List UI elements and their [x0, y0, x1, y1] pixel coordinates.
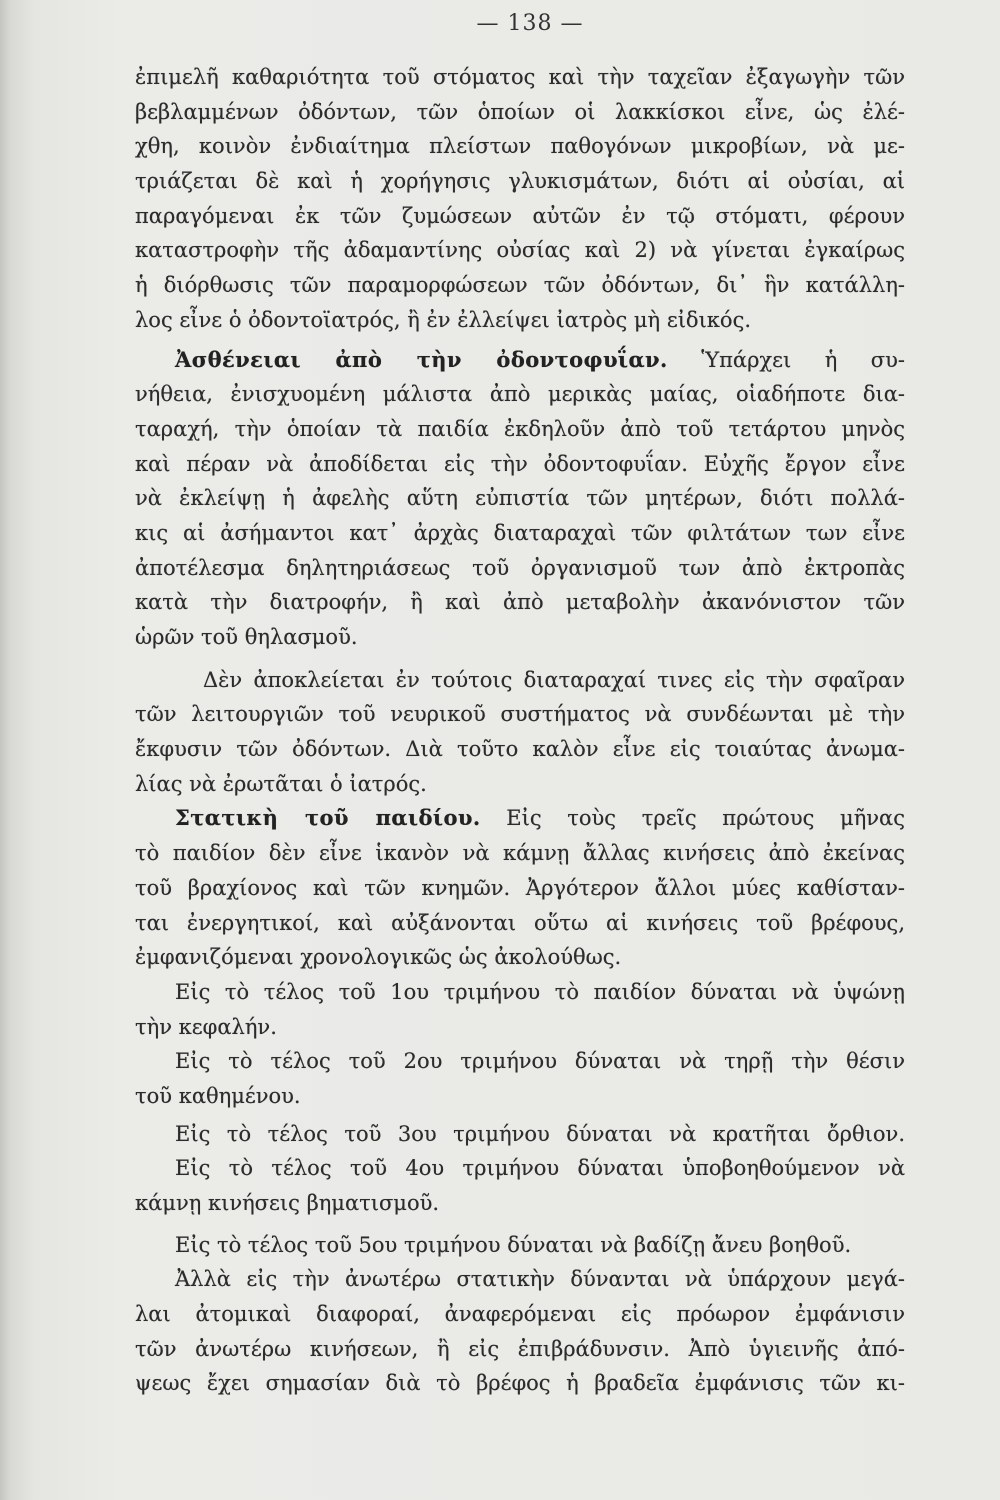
text-line: ἡ διόρθωσις τῶν παραμορφώσεων τῶν ὀδόντων, δι᾽ ἣν κατάλλη-: [135, 273, 905, 298]
text-line: λαι ἀτομικαὶ διαφοραί, ἀναφερόμεναι εἰς πρόωρον ἐμφάνισιν: [135, 1302, 905, 1327]
text-line: λίας νὰ ἐρωτᾶται ὁ ἰατρός.: [135, 771, 427, 796]
text-line: [135, 801, 905, 836]
text-line: καταστροφὴν τῆς ἀδαμαντίνης οὐσίας καὶ 2) νὰ γίνεται ἐγκαίρως: [135, 238, 905, 263]
text-line: [135, 343, 905, 378]
text-line: Δὲν ἀποκλείεται ἐν τούτοις διαταραχαί τινες εἰς τὴν σφαῖραν: [203, 667, 905, 692]
page-number: — 138 —: [476, 11, 584, 36]
text-line: ὡρῶν τοῦ θηλασμοῦ.: [135, 625, 358, 649]
text-line: νὰ ἐκλείψῃ ἡ ἀφελὴς αὕτη εὐπιστία τῶν μητέρων, διότι πολλά-: [135, 486, 905, 511]
text-line: Εἰς τὸ τέλος τοῦ 3ου τριμήνου δύναται νὰ κρατῆται ὄρθιον.: [175, 1121, 905, 1146]
text-line: κις αἱ ἀσήμαντοι κατ᾽ ἀρχὰς διαταραχαὶ τῶν φιλτάτων των εἶνε: [135, 520, 905, 545]
text-line: ἔκφυσιν τῶν ὀδόντων. Διὰ τοῦτο καλὸν εἶνε εἰς τοιαύτας ἀνωμα-: [135, 737, 905, 762]
text-line: Εἰς τὸ τέλος τοῦ 2ου τριμήνου δύναται νὰ τηρῇ τὴν θέσιν: [175, 1049, 905, 1074]
text-line: Ἀλλὰ εἰς τὴν ἀνωτέρω στατικὴν δύνανται νὰ ὑπάρχουν μεγά-: [175, 1267, 905, 1292]
section-heading: Στατικὴ τοῦ παιδίου.: [175, 805, 481, 831]
text-line: ταραχή, τὴν ὁποίαν τὰ παιδία ἐκδηλοῦν ἀπὸ τοῦ τετάρτου μηνὸς: [135, 416, 905, 441]
text-line: κατὰ τὴν διατροφήν, ἢ καὶ ἀπὸ μεταβολὴν ἀκανόνιστον τῶν: [135, 590, 905, 615]
text-line: ται ἐνεργητικοί, καὶ αὐξάνονται οὕτω αἱ κινήσεις τοῦ βρέφους,: [135, 910, 905, 935]
text-line: Εἰς τὸ τέλος τοῦ 4ου τριμήνου δύναται ὑποβοηθούμενον νὰ: [175, 1156, 905, 1181]
text-line: Εἰς τὸ τέλος τοῦ 5ου τριμήνου δύναται νὰ βαδίζῃ ἄνευ βοηθοῦ.: [175, 1232, 852, 1257]
text-line: ἀποτέλεσμα δηλητηριάσεως τοῦ ὀργανισμοῦ των ἀπὸ ἐκτροπὰς: [135, 555, 905, 580]
text-line: τῶν ἀνωτέρω κινήσεων, ἢ εἰς ἐπιβράδυνσιν. Ἀπὸ ὑγιεινῆς ἀπό-: [135, 1336, 905, 1361]
section-heading: Ἀσθένειαι ἀπὸ τὴν ὀδοντοφυΐαν.: [175, 346, 668, 372]
text-line: ἐμφανιζόμεναι χρονολογικῶς ὡς ἀκολούθως.: [135, 945, 622, 970]
body-text: [135, 60, 905, 1401]
text-line: λος εἶνε ὁ ὀδοντοϊατρός, ἢ ἐν ἐλλείψει ἰατρὸς μὴ εἰδικός.: [135, 307, 752, 332]
text-line: τὴν κεφαλήν.: [135, 1014, 277, 1039]
text-line: βεβλαμμένων ὀδόντων, τῶν ὁποίων οἱ λακκίσκοι εἶνε, ὡς ἐλέ-: [135, 99, 905, 124]
text-line: καὶ πέραν νὰ ἀποδίδεται εἰς τὴν ὀδοντοφυΐαν. Εὐχῆς ἔργον εἶνε: [135, 451, 905, 476]
text-line: τῶν λειτουργιῶν τοῦ νευρικοῦ συστήματος νὰ συνδέωνται μὲ τὴν: [135, 702, 905, 727]
text-run: Ὑπάρχει ἡ συ-: [701, 347, 905, 372]
text-run: Εἰς τοὺς τρεῖς πρώτους μῆνας: [506, 806, 905, 831]
text-line: τριάζεται δὲ καὶ ἡ χορήγησις γλυκισμάτων, διότι αἱ οὐσίαι, αἱ: [135, 169, 905, 194]
text-line: παραγόμεναι ἐκ τῶν ζυμώσεων αὐτῶν ἐν τῷ στόματι, φέρουν: [135, 203, 905, 228]
text-line: ψεως ἔχει σημασίαν διὰ τὸ βρέφος ἡ βραδεῖα ἐμφάνισις τῶν κι-: [135, 1371, 905, 1396]
text-line: τοῦ βραχίονος καὶ τῶν κνημῶν. Ἀργότερον ἄλλοι μύες καθίσταν-: [135, 875, 905, 900]
text-line: χθη, κοινὸν ἐνδιαίτημα πλείστων παθογόνων μικροβίων, νὰ με-: [135, 134, 905, 159]
text-line: τὸ παιδίον δὲν εἶνε ἱκανὸν νὰ κάμνῃ ἄλλας κινήσεις ἀπὸ ἐκείνας: [135, 841, 905, 866]
text-line: κάμνῃ κινήσεις βηματισμοῦ.: [135, 1191, 440, 1215]
text-line: τοῦ καθημένου.: [135, 1083, 301, 1108]
text-line: ἐπιμελῆ καθαριότητα τοῦ στόματος καὶ τὴν ταχεῖαν ἐξαγωγὴν τῶν: [135, 65, 905, 89]
text-line: νήθεια, ἐνισχυομένη μάλιστα ἀπὸ μερικὰς μαίας, οἱαδήποτε δια-: [135, 382, 905, 407]
text-line: Εἰς τὸ τέλος τοῦ 1ου τριμήνου τὸ παιδίον δύναται νὰ ὑψώνῃ: [175, 979, 905, 1004]
